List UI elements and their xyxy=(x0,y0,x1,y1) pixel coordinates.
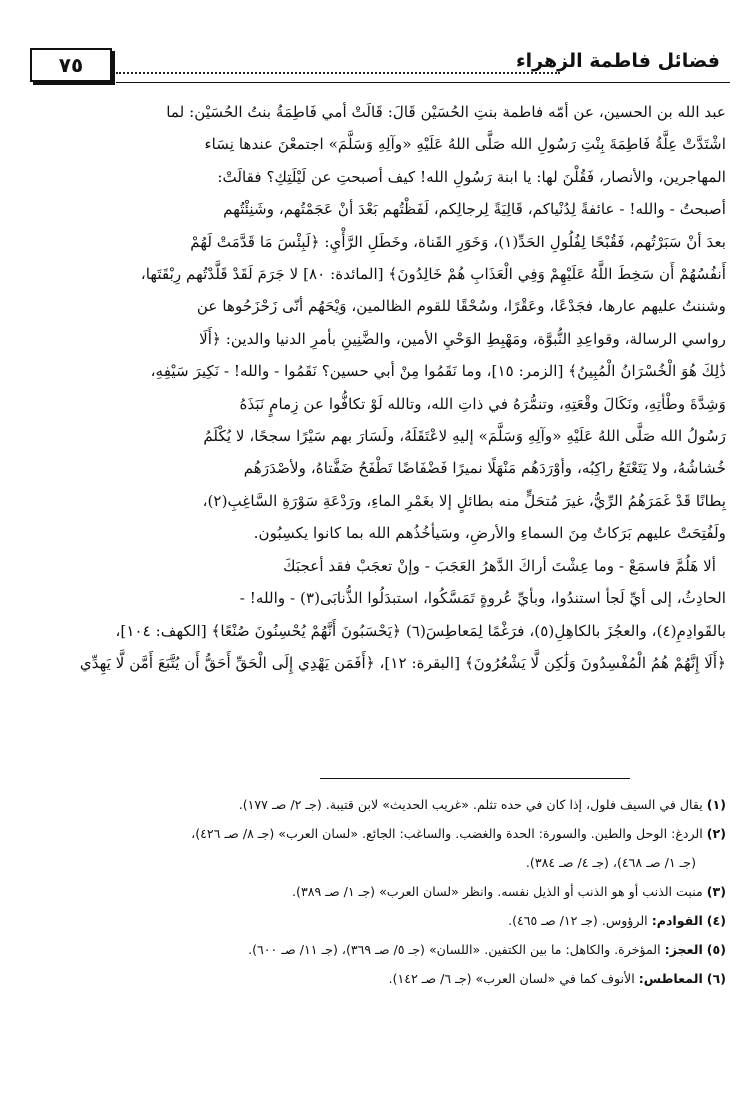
footnotes xyxy=(26,790,726,993)
page-number: ٧٥ xyxy=(30,48,112,82)
body-line: أَنفُسُهُمْ أَن سَخِطَ اللَّهُ عَلَيْهِمْ وَفِي الْعَذَابِ هُمْ خَالِدُونَ﴾ [المائدة: ٨٠] لا جَرَمَ لَقَدْ قَلَّدْتُهم رِبْقَتَها، xyxy=(140,265,726,284)
book-title: فضائل فاطمة الزهراء xyxy=(515,50,720,72)
footnote xyxy=(26,906,726,935)
footnote xyxy=(26,935,726,964)
footnote-number: (٢) xyxy=(706,826,726,841)
footnote xyxy=(26,877,726,906)
footnote-continuation xyxy=(26,848,726,877)
footnote-number: (٥) xyxy=(706,942,726,957)
footnote xyxy=(26,964,726,993)
footnote-number: (٣) xyxy=(706,884,726,899)
footnote-number: (٦) xyxy=(706,971,726,986)
footnote-text: يقال في السيف فلول، إذا كان في حده تثلم. «غريب الحديث» لابن قتيبة. (جـ ٢/ صـ ١٧٧). xyxy=(238,797,703,812)
footnote-text: (جـ ١/ صـ ٤٦٨)، (جـ ٤/ صـ ٣٨٤). xyxy=(525,855,696,870)
footnote-term: المعاطس: xyxy=(638,971,703,986)
body-line: أصبحتُ - والله! - عائفةً لِدُنْياكم، قَالِيَةً لِرجالِكم، لَفَظْتُهم بَعْدَ أنْ عَجَمْتُهم، وشَنِئْتُهم xyxy=(223,200,726,219)
page-header xyxy=(22,44,730,84)
body-line: رواسي الرسالة، وقواعِدِ النُّبوَّة، ومَهْبِطِ الوَحْيِ الأمين، والضَّنِينِ بأمرِ الدنيا والدين: ﴿أَلَا xyxy=(199,329,726,348)
body-line: المهاجرين، والأنصار، فَقُلْنَ لها: يا ابنة رَسُولِ الله! كيف أصبحتِ عن لَيْلَتِكِ؟ فقالَتْ: xyxy=(217,167,726,186)
body-line: الحادِثُ، إلى أيِّ لَجأ استندُوا، وبأيِّ عُروةٍ تَمَسَّكُوا، استبدَلُوا الذُّنابَى(٣) - والله! - xyxy=(239,589,726,608)
body-line: خُشاشُهُ، ولا يَتَعْتَعُ راكِبُه، وأوْرَدَهُم مَنْهَلًا نميرًا فَضْفَاضًا تَطْفَحُ ضَفَّتاهُ، ولأصْدَرَهُم xyxy=(243,459,726,478)
body-line: بعدَ أنْ سَبَرْتُهم، فَقُبْحًا لِفُلُولِ الحَدِّ(١)، وَخَوَرِ القَناة، وخَطَلِ الرَّأْيِ: ﴿لَبِئْسَ مَا قَدَّمَتْ لَهُمْ xyxy=(190,232,726,251)
footnote-number: (٤) xyxy=(706,913,726,928)
footnote xyxy=(26,790,726,819)
footnote-separator xyxy=(320,778,630,779)
body-line: وشننتُ عليهم عارها، فجَدْعًا، وعَقْرًا، وسُحْقًا للقوم الظالمين، وَيْحَهُم أنّى زَحْزَحُوها عن xyxy=(196,297,726,316)
footnote-term: القوادم: xyxy=(651,913,703,928)
footnote-text: المؤخرة. والكاهل: ما بين الكتفين. «اللسان» (جـ ٥/ صـ ٣٦٩)، (جـ ١١/ صـ ٦٠٠). xyxy=(248,942,661,957)
body-line: رَسُولُ الله صَلَّى اللهُ عَلَيْهِ «وآلِهِ وَسَلَّمَ» إليهِ لاعْتَقَلَهُ، ولَسَارَ بهم سَيْرًا سجحًا، لا يُكْلَمُ xyxy=(203,427,726,446)
footnote-text: منبت الذنب أو هو الذنب أو الذيل نفسه. وانظر «لسان العرب» (جـ ١/ صـ ٣٨٩). xyxy=(292,884,703,899)
footnote-text: الأنوف كما في «لسان العرب» (جـ ٦/ صـ ١٤٢). xyxy=(388,971,635,986)
body-line: ﴿أَلَا إِنَّهُمْ هُمُ الْمُفْسِدُونَ وَلَٰكِن لَّا يَشْعُرُونَ﴾ [البقرة: ١٢]، ﴿أَفَمَن يَهْدِي إِلَى الْحَقِّ أَحَقُّ أَن يُتَّبَعَ أَمَّن لَّا يَهِدِّي xyxy=(79,653,726,672)
body-line: عبد الله بن الحسين، عن أمّه فاطمة بنتِ الحُسَيْن قَالَ: قَالَتْ أمي فَاطِمَةُ بنتُ الحُسَيْن: لما xyxy=(166,103,726,121)
header-underline xyxy=(116,82,730,83)
footnote-number: (١) xyxy=(706,797,726,812)
main-text xyxy=(26,96,726,679)
body-line: ذَٰلِكَ هُوَ الْخُسْرَانُ الْمُبِينُ﴾ [الزمر: ١٥]، وما نَقَمُوا مِنْ أبي حسين؟ نَقَمُوا - والله! - نَكِيرَ سَيْفِهِ، xyxy=(150,362,726,381)
footnote-text: الردغ: الوحل والطين. والسورة: الحدة والغضب. والساغب: الجائع. «لسان العرب» (جـ ٨/ صـ ٤٢٦)، xyxy=(191,826,703,841)
body-line: ألا هَلُمَّ فاسمَعْ - وما عِشْتَ أراكَ الدَّهرُ العَجَبَ - وإنْ تعجَبْ فقد أعجبَكَ xyxy=(283,556,716,575)
body-line: وَشِدَّةَ وطْأتِهِ، ونَكَالَ وقْعَتِهِ، وتنمُّرَهُ في ذاتِ الله، وتالله لَوْ تكافُّوا عن زِمامٍ نَبَذَهُ xyxy=(239,394,726,413)
header-dotted-rule xyxy=(116,72,560,74)
body-line: بالقَوادِمِ(٤)، والعجُزَ بالكاهِلِ(٥)، فرَغْمًا لِمَعاطِسَ(٦) ﴿يَحْسَبُونَ أَنَّهُمْ يُحْسِنُونَ صُنْعًا﴾ [الكهف: ١٠٤]، xyxy=(115,621,726,640)
footnote xyxy=(26,819,726,848)
body-line: ولَفُتِحَتْ عليهم بَرَكاتٌ مِنَ السماءِ والأرضِ، وسَيأخُذُهم الله بما كانوا يكسِبُون. xyxy=(253,524,726,543)
body-line: بِطانًا قَدْ غَمَرَهُمُ الرِّيُّ، غيرَ مُتحَلٍّ منه بطائلٍ إلا بغَمْرِ الماءِ، ورَدْعَةِ سَوْرَةِ السَّاغِبِ(٢)، xyxy=(202,491,726,510)
body-line: اشْتَدَّتْ عِلَّةُ فَاطِمَةَ بِنْتِ رَسُولِ الله صَلَّى اللهُ عَلَيْهِ «وآلِهِ وَسَلَّمَ» اجتمعْنَ عندها نِسَاء xyxy=(204,135,726,154)
footnote-text: الرؤوس. (جـ ١٢/ صـ ٤٦٥). xyxy=(508,913,648,928)
footnote-term: العجز: xyxy=(664,942,703,957)
